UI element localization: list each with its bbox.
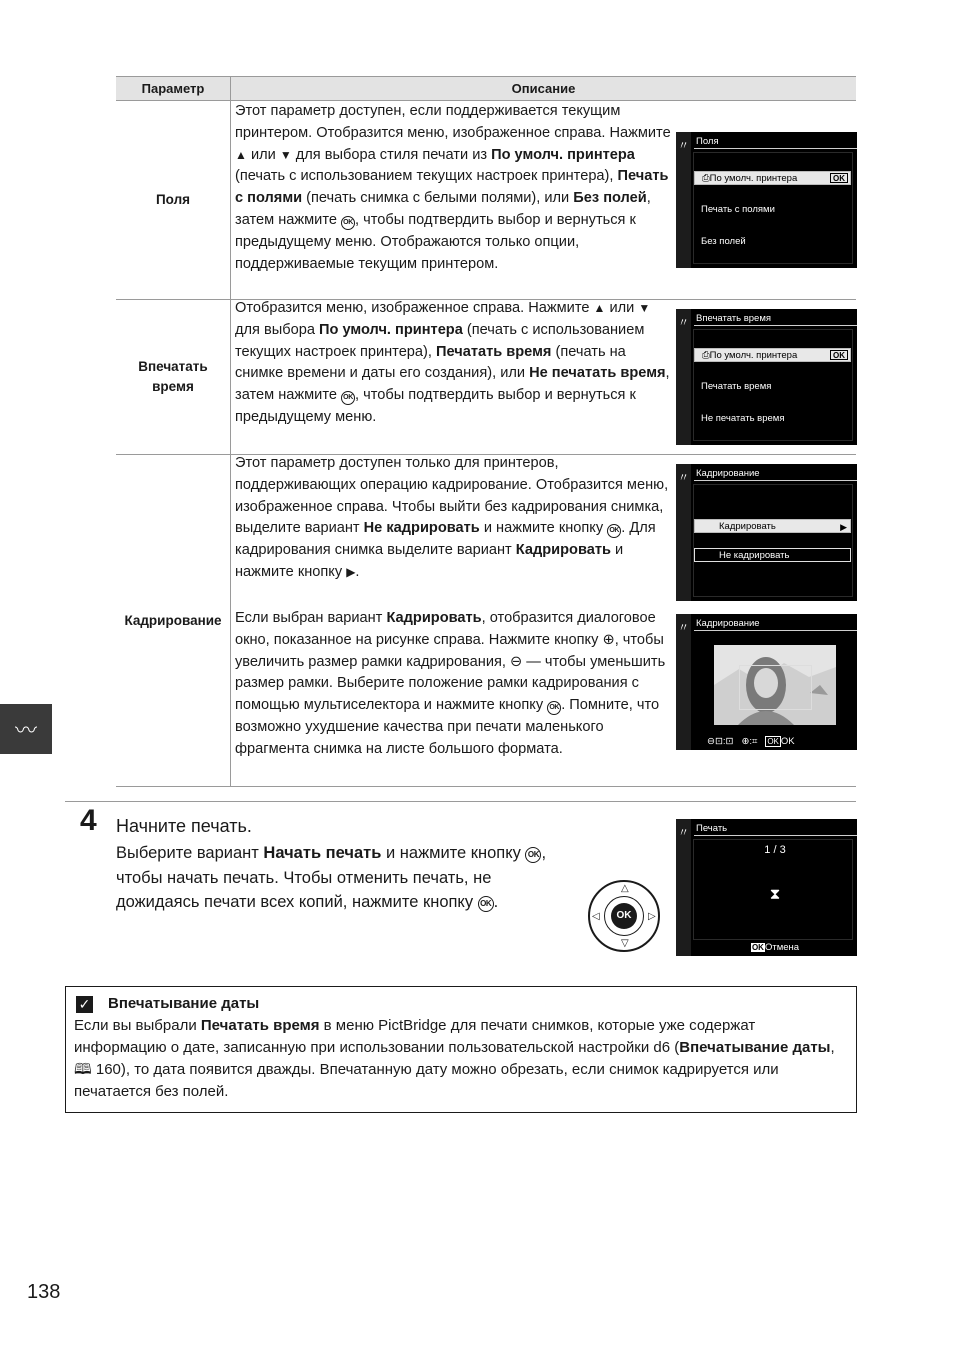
pictbridge-icon: 〃 — [678, 317, 689, 329]
ok-button-icon: OK — [341, 216, 355, 230]
up-arrow-icon: ▲ — [593, 301, 606, 315]
menu-option: Без полей — [701, 236, 746, 247]
screen-crop-dialog — [676, 614, 857, 750]
step-divider — [65, 801, 856, 802]
screen-crop-menu — [676, 464, 857, 601]
note-text: Если вы выбрали Печатать время в меню PictBridge для печати снимков, которые уже содержат информацию о дате, записанную при использовании пользовательской настройки d6 (Впечатывание даты, 🕮 160), то дата появится дважды. Впечатанную дату можно обрезать, если снимок кадрируется или печатается без полей. — [74, 1017, 835, 1100]
menu-option: Не печатать время — [701, 413, 785, 424]
step-title: Начните печать. — [116, 816, 252, 836]
multi-selector-icon: OK △ ▽ ◁ ▷ — [588, 880, 660, 952]
note-title: ✓ Впечатывание даты — [74, 993, 848, 1015]
menu-option: ⎙По умолч. принтера OK — [694, 171, 851, 185]
screen-title: Поля — [694, 134, 857, 149]
screen-title: Впечатать время — [694, 311, 857, 326]
ok-button-icon: OK — [607, 524, 621, 538]
pictbridge-icon: 〃 — [678, 140, 689, 152]
screen-print — [676, 819, 857, 956]
page-number: 138 — [27, 1281, 61, 1303]
ok-button-icon: OK — [341, 391, 355, 405]
menu-option: Печать с полями — [701, 204, 775, 215]
step-text: Выберите вариант Начать печать и нажмите кнопку OK , чтобы начать печать. Чтобы отменить печать, не дожидаясь печати всех копий, нажмите кнопку OK . — [116, 844, 547, 911]
param-fields: Поля — [116, 101, 231, 299]
table-header — [116, 76, 856, 101]
pictbridge-icon: 〃 — [678, 472, 689, 484]
header-param: Параметр — [116, 77, 231, 100]
pictbridge-icon: 〃 — [678, 622, 689, 634]
screen-title: Кадрирование — [694, 466, 857, 481]
crop-frame — [739, 665, 812, 710]
screen-margins — [676, 132, 857, 268]
pictbridge-section-tab: 〰 — [0, 704, 52, 754]
zoom-in-icon: ⊕ — [602, 631, 615, 648]
right-arrow-icon: ▶ — [346, 564, 356, 579]
desc-fields: Этот параметр доступен, если поддерживается текущим принтером. Отобразится меню, изображенное справа. Нажмите ▲ или ▼ для выбора стиля печати из По умолч. принтера (печать с использованием текущих настроек принтера), Печать с полями (печать снимка с белыми полями), или Без полей, затем нажмите OK , чтобы подтвердить выбор и вернуться к предыдущему меню. Отображаются только опции, поддерживаемые текущим принтером. — [235, 103, 671, 272]
hourglass-icon: ⧗ — [769, 886, 781, 903]
checkmark-icon: ✓ — [76, 996, 93, 1013]
param-timestamp: Впечатать время — [116, 300, 231, 454]
step-number: 4 — [80, 804, 97, 837]
crop-hint-bar: ⊖⊡:⊡ ⊕:⌗ OK OK — [707, 736, 795, 747]
ok-button-icon: OK — [525, 847, 541, 863]
cancel-hint: OKОтмена — [751, 942, 800, 953]
note-box — [65, 986, 857, 1113]
menu-option: Печатать время — [701, 381, 772, 392]
desc-crop-p1: Этот параметр доступен только для принтеров, поддерживающих операцию кадрирование. Отобразится меню, изображенное справа. Чтобы выйти без кадрирования снимка, выделите вариант Не кадрировать и нажмите кнопку OK . Для кадрирования снимка выделите вариант Кадрировать и нажмите кнопку ▶. — [235, 455, 669, 580]
up-arrow-icon: ▲ — [235, 147, 247, 162]
screen-title: Печать — [694, 821, 857, 836]
down-arrow-icon: ▼ — [638, 301, 651, 315]
desc-crop-p2: Если выбран вариант Кадрировать, отобразится диалоговое окно, показанное на рисунке справа. Нажмите кнопку ⊕, чтобы увеличить размер рамки кадрирования, ⊖ — чтобы уменьшить размер рамки. Выберите положение рамки кадрирования с помощью мультиселектора и нажмите кнопку OK . Помните, что возможно ухудшение качества при печати маленького фрагмента снимка на листе большого формата. — [235, 610, 666, 757]
ok-button-icon: OK — [547, 701, 561, 715]
pictbridge-icon: 〃 — [678, 827, 689, 839]
menu-option: ⎙По умолч. принтера OK — [694, 348, 851, 362]
print-counter: 1 / 3 — [764, 844, 786, 856]
menu-option: Не кадрировать — [694, 548, 851, 562]
param-crop: Кадрирование — [116, 455, 231, 786]
ok-button-icon: OK — [478, 896, 494, 912]
zoom-out-icon: ⊖ — [510, 653, 523, 670]
down-arrow-icon: ▼ — [279, 147, 292, 162]
menu-option: Кадрировать ▶ — [694, 519, 851, 533]
desc-timestamp: Отобразится меню, изображенное справа. Нажмите ▲ или ▼ для выбора По умолч. принтера (печать с использованием текущих настроек принтера), Печатать время (печать на снимке времени и даты его создания), или Не печатать время, затем нажмите OK , чтобы подтвердить выбор и вернуться к предыдущему меню. — [235, 300, 670, 425]
screen-title: Кадрирование — [694, 616, 857, 631]
screen-time — [676, 309, 857, 445]
header-desc: Описание — [511, 81, 576, 96]
book-reference-icon: 🕮 — [74, 1061, 92, 1078]
